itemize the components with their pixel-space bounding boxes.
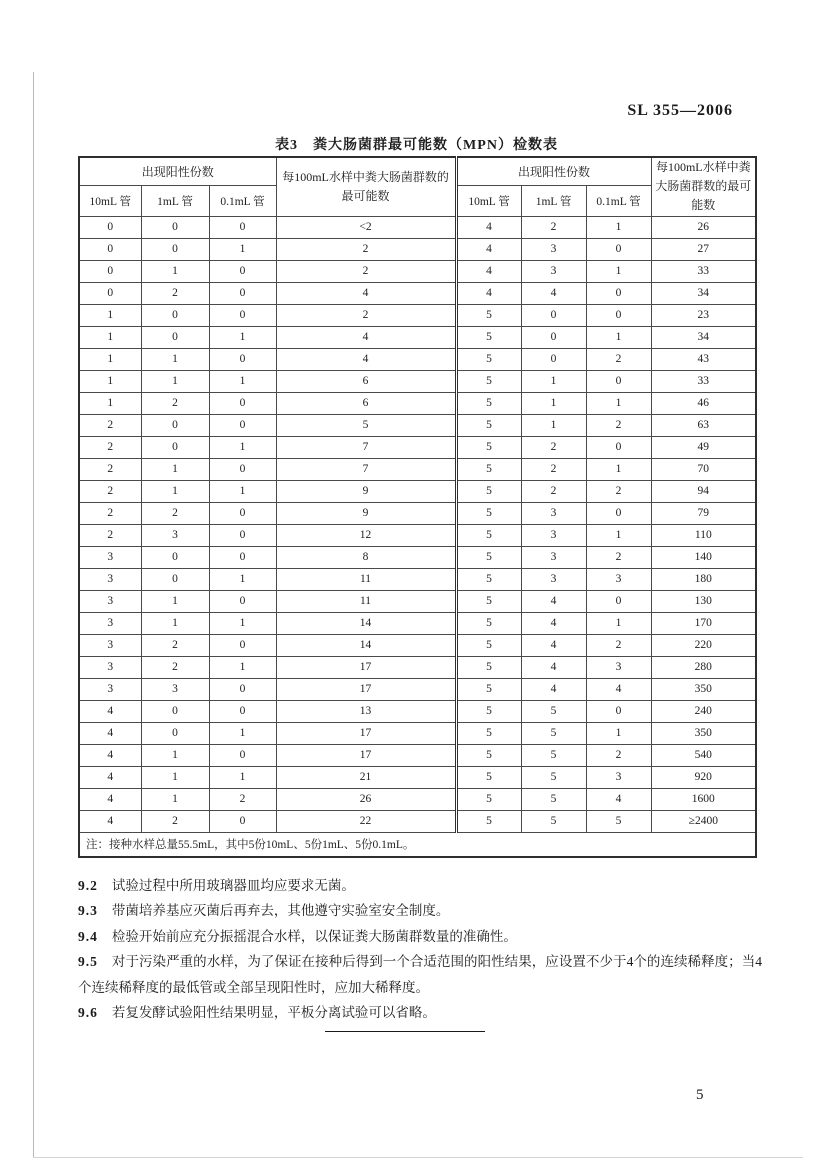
table-cell: 79 [651,502,756,524]
table-cell: 33 [651,370,756,392]
table-cell: 0 [141,546,209,568]
table-cell: 170 [651,612,756,634]
table-cell: 4 [79,810,141,832]
table-cell: 0 [586,370,651,392]
table-cell: 1 [586,524,651,546]
table-cell: 2 [586,744,651,766]
table-cell: 0 [141,414,209,436]
standard-code-header: SL 355—2006 [627,102,733,119]
table-cell: 2 [276,304,456,326]
clause-text: 检验开始前应充分振摇混合水样，以保证粪大肠菌群数量的准确性。 [111,928,517,944]
table-cell: 0 [209,634,276,656]
table-cell: 0 [209,590,276,612]
table-cell: 9 [276,480,456,502]
table-row [79,744,756,766]
table-cell: 3 [141,524,209,546]
table-cell: 1 [209,326,276,348]
table-cell: 0 [209,700,276,722]
mpn-table [78,156,757,858]
table-cell: 0 [521,348,586,370]
table-cell: 1 [141,260,209,282]
table-cell: 4 [521,282,586,304]
table-cell: 5 [456,766,521,788]
table-cell: 7 [276,436,456,458]
table-cell: 2 [79,458,141,480]
table-cell: 11 [276,590,456,612]
table-cell: 5 [456,788,521,810]
table-cell: 4 [456,238,521,260]
table-cell: 5 [521,700,586,722]
table-cell: 2 [586,414,651,436]
table-cell: 27 [651,238,756,260]
table-cell: 6 [276,392,456,414]
table-cell: 0 [209,744,276,766]
table-cell: 5 [456,656,521,678]
table-cell: 0 [141,700,209,722]
table-cell: 1 [209,656,276,678]
table-cell: 1 [521,414,586,436]
table-cell: 4 [521,612,586,634]
table-cell: 5 [456,568,521,590]
table-cell: 5 [521,766,586,788]
table-cell: 7 [276,458,456,480]
table-cell: 2 [586,480,651,502]
tube-01ml-header-right: 0.1mL 管 [586,185,651,216]
table-cell: 3 [586,766,651,788]
table-cell: 1 [141,788,209,810]
tube-10ml-header-right: 10mL 管 [456,185,521,216]
table-cell: 14 [276,612,456,634]
table-cell: 0 [586,282,651,304]
table-cell: 2 [586,546,651,568]
table-cell: 0 [586,238,651,260]
table-cell: 23 [651,304,756,326]
table-cell: 0 [209,678,276,700]
table-cell: 14 [276,634,456,656]
table-cell: 11 [276,568,456,590]
table-cell: 3 [141,678,209,700]
table-cell: 1 [141,766,209,788]
table-cell: 4 [586,678,651,700]
table-cell: 1 [209,370,276,392]
table-cell: 0 [209,810,276,832]
table-cell: 26 [276,788,456,810]
table-cell: 5 [456,480,521,502]
clause-text: 对于污染严重的水样，为了保证在接种后得到一个合适范围的阳性结果，应设置不少于4个的连续稀释度；当4个连续稀释度的最低管或全部呈现阳性时，应加大稀释度。 [78,954,762,995]
table-cell: 0 [209,502,276,524]
table-cell: 9 [276,502,456,524]
table-row [79,480,756,502]
table-cell: 1 [586,392,651,414]
table-cell: 2 [141,282,209,304]
table-cell: 8 [276,546,456,568]
clause-9-4 [78,924,762,949]
table-cell: 63 [651,414,756,436]
clause-number: 9.4 [78,928,98,944]
table-row [79,458,756,480]
clause-text: 试验过程中所用玻璃器皿均应要求无菌。 [111,878,355,893]
table-cell: 2 [79,524,141,546]
clause-9-2 [78,873,762,898]
table-cell: 0 [141,216,209,238]
clause-9-3 [78,898,762,923]
table-cell: 4 [456,282,521,304]
table-cell: 5 [456,612,521,634]
table-cell: 4 [79,700,141,722]
table-cell: 1 [141,370,209,392]
table-cell: 5 [456,744,521,766]
table-row [79,700,756,722]
table-cell: 3 [521,546,586,568]
clause-paragraphs [78,873,762,1025]
table-cell: 5 [456,524,521,546]
table-cell: 1 [586,722,651,744]
table-cell: 0 [79,260,141,282]
table-row [79,370,756,392]
table-cell: 5 [456,590,521,612]
table-cell: 0 [586,502,651,524]
table-cell: 4 [79,766,141,788]
table-cell: 3 [79,568,141,590]
table-cell: 2 [586,634,651,656]
table-cell: 17 [276,744,456,766]
table-cell: 4 [79,722,141,744]
table-row [79,304,756,326]
table-cell: 1 [209,722,276,744]
table-cell: 0 [79,282,141,304]
scan-edge-line [33,1157,803,1158]
table-cell: 350 [651,722,756,744]
table-cell: 2 [276,260,456,282]
table-cell: ≥2400 [651,810,756,832]
table-cell: 0 [521,326,586,348]
table-cell: 140 [651,546,756,568]
table-cell: 2 [79,414,141,436]
footer-rule [325,1031,485,1032]
table-cell: 2 [79,480,141,502]
table-note: 注：接种水样总量55.5mL，其中5份10mL、5份1mL、5份0.1mL。 [79,832,756,857]
table-cell: 94 [651,480,756,502]
table-cell: 5 [586,810,651,832]
table-cell: 5 [456,326,521,348]
table-cell: 240 [651,700,756,722]
table-cell: 13 [276,700,456,722]
table-cell: 2 [521,480,586,502]
scan-edge-line [33,72,34,1158]
clause-text: 带菌培养基应灭菌后再弃去，其他遵守实验室安全制度。 [111,903,450,919]
table-row [79,810,756,832]
table-cell: 4 [521,634,586,656]
table-cell: 1 [209,568,276,590]
clause-number: 9.2 [78,878,98,893]
table-cell: 1 [141,612,209,634]
table-cell: 70 [651,458,756,480]
table-cell: 0 [79,216,141,238]
table-cell: 4 [521,590,586,612]
table-cell: 540 [651,744,756,766]
table-cell: 0 [586,700,651,722]
table-cell: 350 [651,678,756,700]
table-row [79,348,756,370]
table-cell: 5 [456,414,521,436]
table-cell: 0 [209,392,276,414]
table-cell: 5 [456,502,521,524]
table-cell: 1 [141,348,209,370]
table-title: 表3 粪大肠菌群最可能数（MPN）检数表 [275,138,558,153]
table-cell: 1 [141,458,209,480]
table-cell: 110 [651,524,756,546]
clause-number: 9.3 [78,903,98,919]
table-row [79,524,756,546]
table-cell: 2 [586,348,651,370]
table-row [79,260,756,282]
table-cell: 180 [651,568,756,590]
table-cell: 2 [141,502,209,524]
table-cell: 1 [586,260,651,282]
table-cell: 5 [456,392,521,414]
table-cell: 3 [79,612,141,634]
table-cell: 1 [586,612,651,634]
table-row [79,590,756,612]
table-cell: 4 [79,744,141,766]
table-row [79,414,756,436]
table-cell: 5 [521,810,586,832]
table-cell: 17 [276,722,456,744]
table-cell: 4 [276,326,456,348]
table-cell: 1 [79,370,141,392]
table-row [79,788,756,810]
table-cell: 3 [521,502,586,524]
table-cell: 4 [276,348,456,370]
table-cell: 1 [209,480,276,502]
table-cell: 0 [586,590,651,612]
tube-01ml-header-left: 0.1mL 管 [209,185,276,216]
table-cell: 1 [521,370,586,392]
table-cell: 3 [586,656,651,678]
table-cell: 3 [586,568,651,590]
table-cell: 5 [521,744,586,766]
table-cell: 5 [456,546,521,568]
table-cell: 1 [79,392,141,414]
table-row [79,678,756,700]
table-cell: 3 [79,656,141,678]
table-row [79,612,756,634]
table-cell: 12 [276,524,456,546]
table-cell: 1 [586,216,651,238]
table-row [79,502,756,524]
table-cell: 4 [521,678,586,700]
tube-1ml-header-right: 1mL 管 [521,185,586,216]
table-cell: 5 [456,700,521,722]
table-cell: 0 [209,546,276,568]
table-cell: 5 [456,458,521,480]
table-cell: 4 [521,656,586,678]
clause-9-5 [78,949,762,1000]
table-row [79,634,756,656]
table-cell: 0 [209,348,276,370]
table-cell: 2 [141,392,209,414]
table-cell: 49 [651,436,756,458]
table-cell: 280 [651,656,756,678]
table-cell: 0 [141,326,209,348]
clause-number: 9.6 [78,1005,98,1021]
table-cell: 1 [521,392,586,414]
positive-portions-header-left: 出现阳性份数 [79,157,276,185]
table-cell: 0 [79,238,141,260]
table-cell: 3 [521,238,586,260]
table-cell: 0 [521,304,586,326]
table-row [79,766,756,788]
table-cell: 0 [209,414,276,436]
table-cell: 0 [209,524,276,546]
table-cell: <2 [276,216,456,238]
table-cell: 1 [141,590,209,612]
table-cell: 2 [141,810,209,832]
table-cell: 3 [521,568,586,590]
table-cell: 2 [141,634,209,656]
table-cell: 0 [141,722,209,744]
table-cell: 1 [209,238,276,260]
table-cell: 2 [276,238,456,260]
table-cell: 34 [651,326,756,348]
mpn-column-header-right: 每100mL水样中粪大肠菌群数的最可能数 [651,157,756,216]
table-cell: 2 [141,656,209,678]
table-cell: 5 [456,810,521,832]
clause-9-6 [78,1000,762,1025]
table-cell: 1600 [651,788,756,810]
table-cell: 6 [276,370,456,392]
table-cell: 0 [209,282,276,304]
table-cell: 1 [79,326,141,348]
table-cell: 33 [651,260,756,282]
table-cell: 3 [79,634,141,656]
table-cell: 3 [521,524,586,546]
table-cell: 3 [79,590,141,612]
table-cell: 1 [586,326,651,348]
table-row [79,722,756,744]
table-cell: 0 [209,458,276,480]
table-cell: 1 [209,766,276,788]
table-cell: 0 [141,238,209,260]
table-cell: 4 [456,260,521,282]
table-cell: 2 [521,216,586,238]
table-cell: 17 [276,656,456,678]
clause-number: 9.5 [78,954,98,970]
table-cell: 3 [79,546,141,568]
table-cell: 43 [651,348,756,370]
table-cell: 17 [276,678,456,700]
table-row [79,238,756,260]
table-cell: 26 [651,216,756,238]
table-row [79,326,756,348]
table-cell: 2 [79,502,141,524]
tube-1ml-header-left: 1mL 管 [141,185,209,216]
table-cell: 1 [79,348,141,370]
table-cell: 1 [586,458,651,480]
table-cell: 3 [521,260,586,282]
table-cell: 2 [521,436,586,458]
table-cell: 5 [276,414,456,436]
table-cell: 1 [141,744,209,766]
mpn-column-header-left: 每100mL水样中粪大肠菌群数的最可能数 [276,157,456,216]
table-cell: 1 [209,612,276,634]
table-row [79,282,756,304]
page-number: 5 [696,1087,704,1103]
table-cell: 5 [456,436,521,458]
table-cell: 4 [79,788,141,810]
table-cell: 34 [651,282,756,304]
tube-10ml-header-left: 10mL 管 [79,185,141,216]
table-cell: 5 [456,678,521,700]
table-cell: 5 [456,370,521,392]
table-cell: 1 [79,304,141,326]
table-cell: 0 [586,304,651,326]
table-cell: 4 [456,216,521,238]
table-cell: 46 [651,392,756,414]
table-cell: 0 [141,436,209,458]
table-cell: 1 [141,480,209,502]
table-row [79,568,756,590]
table-row [79,656,756,678]
table-cell: 22 [276,810,456,832]
table-cell: 3 [79,678,141,700]
table-row [79,436,756,458]
table-cell: 220 [651,634,756,656]
table-cell: 2 [521,458,586,480]
table-cell: 5 [521,788,586,810]
table-cell: 0 [141,568,209,590]
table-cell: 5 [456,634,521,656]
mpn-table-body [79,216,756,832]
table-cell: 0 [209,304,276,326]
table-cell: 2 [79,436,141,458]
table-row [79,392,756,414]
table-cell: 5 [456,304,521,326]
table-cell: 5 [521,722,586,744]
table-cell: 130 [651,590,756,612]
table-row [79,216,756,238]
table-cell: 920 [651,766,756,788]
table-cell: 0 [141,304,209,326]
table-cell: 4 [586,788,651,810]
table-cell: 5 [456,722,521,744]
table-row [79,546,756,568]
table-cell: 1 [209,436,276,458]
table-cell: 0 [209,260,276,282]
table-cell: 2 [209,788,276,810]
positive-portions-header-right: 出现阳性份数 [456,157,651,185]
table-cell: 0 [586,436,651,458]
table-cell: 4 [276,282,456,304]
clause-text: 若复发酵试验阳性结果明显，平板分离试验可以省略。 [111,1005,436,1021]
table-cell: 5 [456,348,521,370]
table-cell: 21 [276,766,456,788]
table-cell: 0 [209,216,276,238]
